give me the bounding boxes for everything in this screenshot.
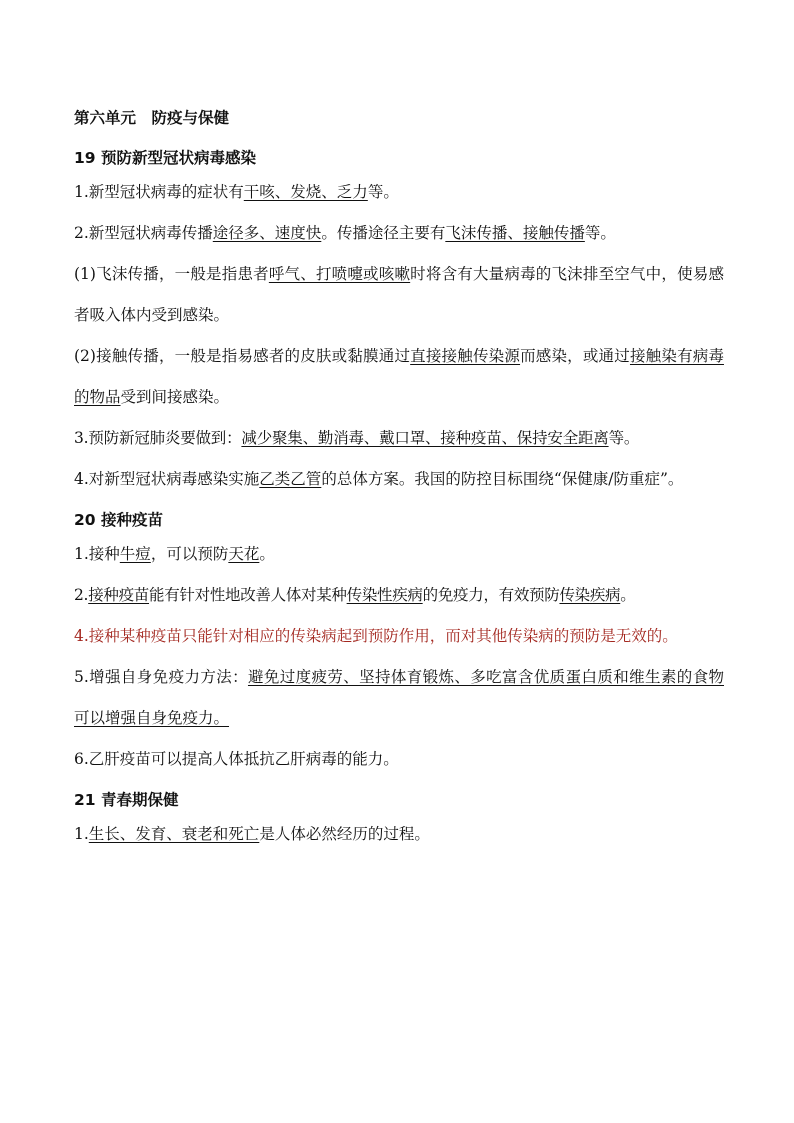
paragraph-20-6: 6.乙肝疫苗可以提高人体抵抗乙肝病毒的能力。	[74, 750, 399, 768]
paragraph-20-5: 5.增强自身免疫力方法：避免过度疲劳、坚持体育锻炼、多吃富含优质蛋白质和维生素的食物可以增强自身免疫力。	[74, 668, 724, 727]
paragraph-21-1: 1.生长、发育、衰老和死亡是人体必然经历的过程。	[74, 825, 430, 843]
section-title-19: 19 预防新型冠状病毒感染	[74, 149, 256, 167]
paragraph-19-2-1: (1)飞沫传播，一般是指患者呼气、打喷嚏或咳嗽时将含有大量病毒的飞沫排至空气中，使易感者吸入体内受到感染。	[74, 265, 724, 324]
paragraph-19-4: 4.对新型冠状病毒感染实施乙类乙管的总体方案。我国的防控目标围绕“保健康/防重症”。	[74, 470, 684, 488]
unit-title: 第六单元 防疫与保健	[74, 109, 230, 127]
paragraph-20-4-highlight: 4.接种某种疫苗只能针对相应的传染病起到预防作用，而对其他传染病的预防是无效的。	[74, 627, 678, 645]
section-title-20: 20 接种疫苗	[74, 511, 163, 529]
paragraph-19-2-2: (2)接触传播，一般是指易感者的皮肤或黏膜通过直接接触传染源而感染，或通过接触染有病毒的物品受到间接感染。	[74, 347, 724, 406]
document-page	[74, 104, 724, 855]
paragraph-19-3: 3.预防新冠肺炎要做到：减少聚集、勤消毒、戴口罩、接种疫苗、保持安全距离等。	[74, 429, 640, 447]
paragraph-19-1: 1.新型冠状病毒的症状有干咳、发烧、乏力等。	[74, 183, 399, 201]
paragraph-20-1: 1.接种牛痘，可以预防天花。	[74, 545, 275, 563]
paragraph-20-2: 2.接种疫苗能有针对性地改善人体对某种传染性疾病的免疫力，有效预防传染疾病。	[74, 586, 636, 604]
section-title-21: 21 青春期保健	[74, 791, 179, 809]
paragraph-19-2: 2.新型冠状病毒传播途径多、速度快。传播途径主要有飞沫传播、接触传播等。	[74, 224, 616, 242]
